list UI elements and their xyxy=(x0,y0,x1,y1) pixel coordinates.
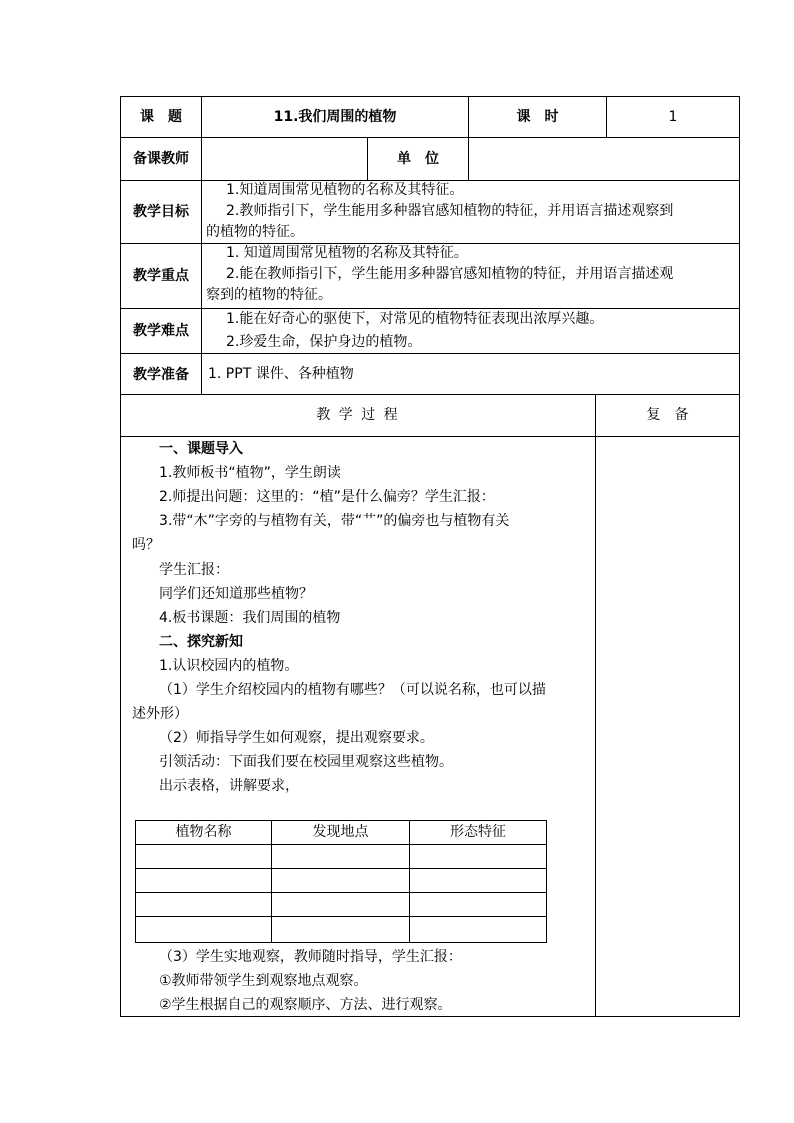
section-1-p1: 1.教师板书“植物”，学生朗读 xyxy=(159,465,341,481)
section-1-p5: 同学们还知道那些植物？ xyxy=(159,586,313,602)
objectives-line-1: 1.知道周围常见植物的名称及其特征。 xyxy=(226,182,464,198)
obs-line-h2 xyxy=(135,868,547,869)
key-points-label: 教学重点 xyxy=(133,268,189,284)
key-points-line-2: 2.能在教师指引下，学生能用多种器官感知植物的特征，并用语言描述观 xyxy=(226,266,674,282)
section-2-p2a: （1）学生介绍校园内的植物有哪些？（可以说名称，也可以描 xyxy=(159,682,546,698)
section-1-p2: 2.师提出问题：这里的：“植”是什么偏旁？学生汇报： xyxy=(159,489,495,505)
difficulties-label: 教学难点 xyxy=(133,323,189,339)
section-2-p7: ①教师带领学生到观察地点观察。 xyxy=(159,973,368,989)
obs-line-h5 xyxy=(135,942,547,943)
section-2-p6: （3）学生实地观察，教师随时指导，学生汇报： xyxy=(159,949,462,965)
key-points-line-3: 察到的植物的特征。 xyxy=(206,287,332,303)
key-points-line-1: 1. 知道周围常见植物的名称及其特征。 xyxy=(226,245,468,261)
row-divider-5 xyxy=(120,353,740,354)
objectives-line-2: 2.教师指引下，学生能用多种器官感知植物的特征，并用语言描述观察到 xyxy=(226,203,674,219)
obs-line-v3 xyxy=(546,820,547,943)
row2-divider-b xyxy=(468,137,469,180)
section-2-p3: （2）师指导学生如何观察，提出观察要求。 xyxy=(159,730,434,746)
preparation-label: 教学准备 xyxy=(133,367,189,383)
period-value: 1 xyxy=(668,109,678,125)
difficulties-line-2: 2.珍爱生命，保护身边的植物。 xyxy=(226,334,422,350)
table-border-right xyxy=(739,96,740,1017)
section-1-p4: 学生汇报： xyxy=(159,562,229,578)
section-1-p3b: 吗？ xyxy=(132,537,160,553)
period-label: 课 时 xyxy=(516,109,559,125)
section-2-p8: ②学生根据自己的观察顺序、方法、进行观察。 xyxy=(159,997,452,1013)
topic-value: 11.我们周围的植物 xyxy=(273,109,397,125)
obs-line-h4 xyxy=(135,916,547,917)
review-column-divider xyxy=(595,394,596,1016)
section-2-p5: 出示表格，讲解要求， xyxy=(159,778,299,794)
section-1-p6: 4.板书课题：我们周围的植物 xyxy=(159,610,341,626)
section-2-title: 二、探究新知 xyxy=(159,634,243,650)
section-2-p2b: 述外形） xyxy=(132,706,188,722)
obs-header-features: 形态特征 xyxy=(450,824,506,840)
row-divider-6 xyxy=(120,394,740,395)
process-header: 教 学 过 程 xyxy=(316,407,400,423)
objectives-line-3: 的植物的特征。 xyxy=(206,224,304,240)
section-1-p3a: 3.带“木”字旁的与植物有关，带“艹”的偏旁也与植物有关 xyxy=(159,513,510,529)
objectives-label: 教学目标 xyxy=(133,204,189,220)
row-divider-7 xyxy=(120,436,740,437)
review-header: 复 备 xyxy=(646,407,689,423)
obs-line-h3 xyxy=(135,892,547,893)
observation-table xyxy=(135,820,547,944)
row-divider-1 xyxy=(120,137,740,138)
teacher-label: 备课教师 xyxy=(133,151,189,167)
section-2-p1: 1.认识校园内的植物。 xyxy=(159,658,299,674)
preparation-value: 1. PPT 课件、各种植物 xyxy=(208,366,354,382)
obs-header-location: 发现地点 xyxy=(312,824,369,840)
obs-header-name: 植物名称 xyxy=(175,824,232,840)
topic-label: 课 题 xyxy=(140,109,182,125)
unit-label: 单 位 xyxy=(397,151,439,167)
label-column-divider xyxy=(201,96,202,394)
table-border-left xyxy=(120,96,121,1017)
table-border-top xyxy=(120,96,740,97)
section-1-title: 一、课题导入 xyxy=(159,441,243,457)
difficulties-line-1: 1.能在好奇心的驱使下，对常见的植物特征表现出浓厚兴趣。 xyxy=(226,311,604,327)
obs-line-h1 xyxy=(135,844,547,845)
section-2-p4: 引领活动：下面我们要在校园里观察这些植物。 xyxy=(159,754,453,770)
